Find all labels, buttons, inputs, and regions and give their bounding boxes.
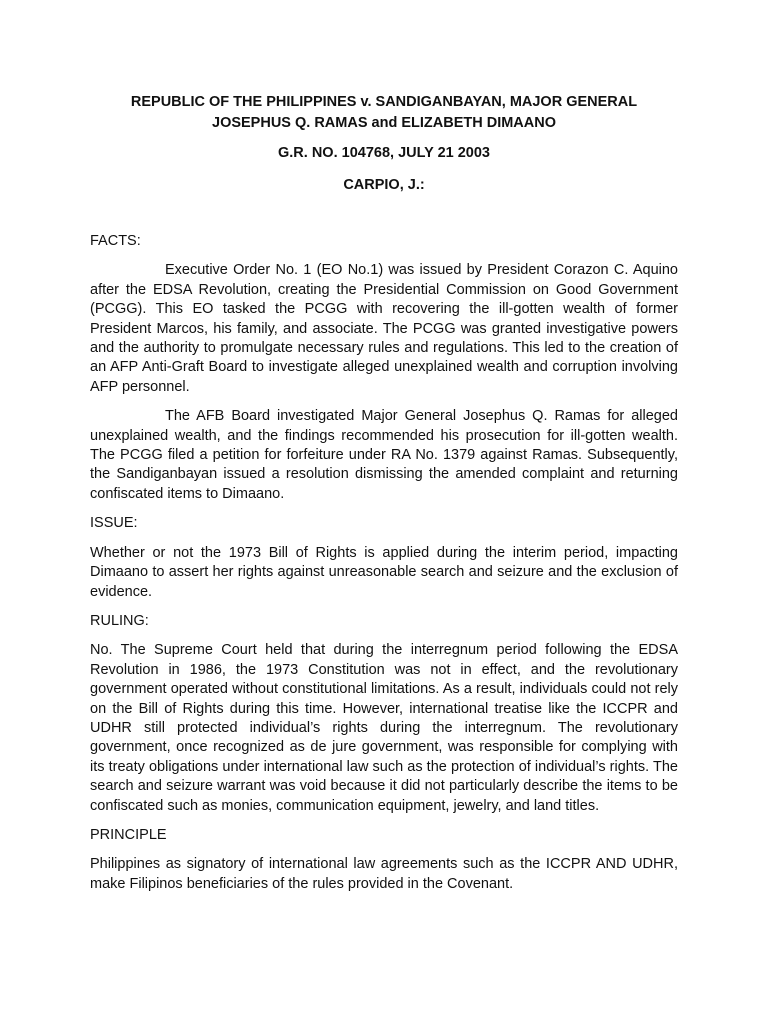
ruling-text: No. The Supreme Court held that during the interregnum period following the EDSA Revolution in 1986, the 1973 Constitution was not in effect, and the revolutionary government operated without constitutional limitations. As a result, individuals could not rely on the Bill of Rights during this time. However, international treatise like the ICCPR and UDHR still protected individual’s rights during the interregnum. The revolutionary government, once recognized as de jure government, was responsible for complying with its treaty obligations under international law such as the protection of individual’s rights. The search and seizure warrant was void because it did not particularly describe the items to be confiscated such as monies, communication equipment, jewelry, and land titles. [90,642,678,814]
principle-text: Philippines as signatory of international law agreements such as the ICCPR AND UDHR, make Filipinos beneficiaries of the rules provided in the Covenant. [90,856,678,892]
case-number: G.R. NO. 104768, JULY 21 2003 [278,145,490,161]
facts-paragraph-2: The AFB Board investigated Major General Josephus Q. Ramas for alleged unexplained wealth, and the findings recommended his prosecution for ill-gotten wealth. The PCGG filed a petition for forfeiture under RA No. 1379 against Ramas. Subsequently, the Sandiganbayan issued a resolution dismissing the amended complaint and returning confiscated items to Dimaano. [90,408,678,502]
case-title: REPUBLIC OF THE PHILIPPINES v. SANDIGANBAYAN, MAJOR GENERAL JOSEPHUS Q. RAMAS and ELIZABETH DIMAANO [130,94,638,131]
ponente: CARPIO, J.: [343,177,425,193]
issue-heading: ISSUE: [90,515,138,532]
principle-heading: PRINCIPLE [90,826,167,843]
facts-heading: FACTS: [90,233,141,249]
issue-text: Whether or not the 1973 Bill of Rights is applied during the interim period, impacting Dimaano to assert her rights against unreasonable search and seizure and the exclusion of evidence. [90,544,678,600]
facts-paragraph-1: Executive Order No. 1 (EO No.1) was issued by President Corazon C. Aquino after the EDSA Revolution, creating the Presidential Commission on Good Government (PCGG). This EO tasked the PCGG with recovering the ill-gotten wealth of former President Marcos, his family, and associate. The PCGG was granted investigative powers and the authority to promulgate necessary rules and regulations. This led to the creation of an AFP Anti-Graft Board to investigate alleged unexplained wealth and corruption involving AFP personnel. [90,262,678,395]
ruling-heading: RULING: [90,612,149,629]
document-body [90,232,678,904]
